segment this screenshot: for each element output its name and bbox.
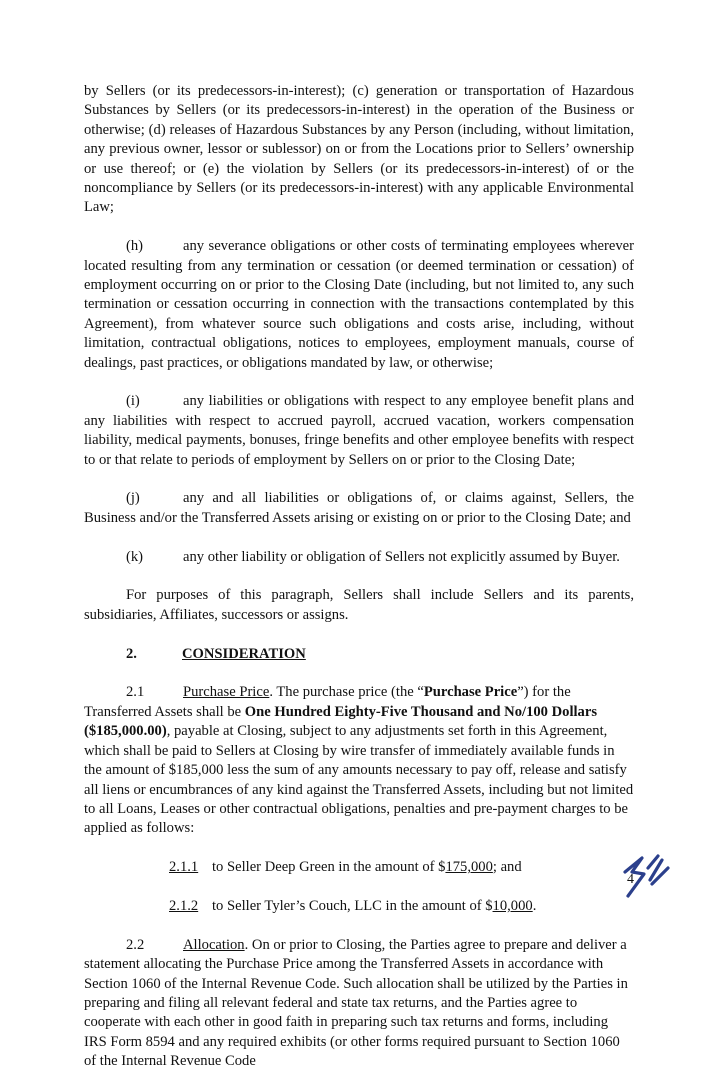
subitem-text: to Seller Deep Green in the amount of $ [212, 859, 446, 876]
section-title: CONSIDERATION [182, 645, 306, 662]
handwritten-initials [620, 850, 700, 910]
item-text: any liabilities or obligations with respect to any employee benefit plans and any liabilities with respect to accrued payroll, accrued vacation, workers compensation liability, medical payments, bonuses, fringe benefits and other employee benefits with respect to or that relate to periods of employment by Sellers on or prior to the Closing Date; [84, 393, 634, 468]
initials-stroke [648, 856, 668, 884]
section-number: 2. [126, 645, 137, 662]
section-2-1-text: , payable at Closing, subject to any adjustments set forth in this Agreement, which shall be paid to Sellers at Closing by wire transfer of immediately available funds in the amount of $185,000 less the sum of any amounts necessary to pay off, release and satisfy all liens or encumbrances of any kind against the Transferred Assets, including but not limited to all Loans, Leases or other contractual obligations, penalties and pre-payment charges to be applied as follows: [84, 723, 634, 837]
item-text: any other liability or obligation of Sellers not explicitly assumed by Buyer. [183, 548, 620, 565]
section-2-1-text: ”) for the Transferred Assets shall be [84, 684, 571, 720]
item-label: (h) [126, 238, 144, 255]
section-2-1-heading: Purchase Price [183, 684, 270, 701]
subitem-text: ; and [492, 859, 522, 876]
paragraph-environmental-continuation: by Sellers (or its predecessors-in-interest); (c) generation or transportation of Hazardous Substances by Sellers (or its predecessors-in-interest) in the operation of the Business or otherwise; (d) releases of Hazardous Substances by any Person (including, without limitation, any previous owner, lessor or sublessor) on or from the Locations prior to Sellers’ ownership or use thereof; or (e) the violation by Sellers (or its predecessors-in-interest) of or the noncompliance by Sellers (or its predecessors-in-interest) with any applicable Environmental Law; [84, 83, 634, 216]
page-number: 4 [627, 872, 634, 887]
subitem-text: . [532, 897, 537, 914]
section-heading [84, 645, 634, 664]
subitem-label: 2.1.1 [169, 859, 199, 876]
subitem-label: 2.1.2 [169, 897, 199, 914]
initials-stroke [625, 858, 644, 896]
section-2-2 [84, 936, 634, 1072]
subitem-text: to Seller Tyler’s Couch, LLC in the amount of $ [212, 897, 493, 914]
subitem-2-1-1 [84, 858, 634, 877]
item-h [84, 237, 634, 373]
subitem-amount: 175,000 [445, 859, 493, 876]
item-label: (i) [126, 393, 140, 410]
item-j [84, 489, 634, 528]
item-label: (k) [126, 548, 144, 565]
section-2-2-heading: Allocation [183, 936, 245, 953]
section-2-1-text: . The purchase price (the “ [269, 684, 424, 701]
item-text: any severance obligations or other costs of terminating employees wherever located resulting from any termination or cessation (or deemed termination or cessation) of employment occurring on or prior to the Closing Date (including, but not limited to, any such termination or cessation occurring in connection with the transactions contemplated by this Agreement), from whatever source such obligations and costs arise, including, without limitation, contractual obligations, notices to employees, employment manuals, course of dealings, past practices, or obligations mandated by law, or otherwise; [84, 238, 634, 371]
paragraph-purposes: For purposes of this paragraph, Sellers shall include Sellers and its parents, subsidiaries, Affiliates, successors or assigns. [84, 587, 634, 623]
item-text: any and all liabilities or obligations of, or claims against, Sellers, the Business and/or the Transferred Assets arising or existing on or prior to the Closing Date; and [84, 490, 634, 526]
document-page [84, 82, 634, 1072]
item-label: (j) [126, 490, 140, 507]
section-2-2-text: . On or prior to Closing, the Parties agree to prepare and deliver a statement allocating the Purchase Price among the Transferred Assets in accordance with Section 1060 of the Internal Revenue Code. Such allocation shall be utilized by the Parties in preparing and filing all relevant federal and state tax returns, and the Parties agree to cooperate with each other in good faith in preparing such tax returns and forms, including IRS Form 8594 and any required exhibits (or other forms required pursuant to Section 1060 of the Internal Revenue Code [84, 936, 628, 1070]
purchase-price-amount: One Hundred Eighty-Five Thousand and No/100 Dollars ($185,000.00) [84, 703, 598, 740]
subitem-amount: 10,000 [492, 897, 533, 914]
section-2-1-number: 2.1 [126, 684, 145, 701]
item-i [84, 392, 634, 470]
defined-term-purchase-price: Purchase Price [423, 684, 518, 701]
section-2-2-number: 2.2 [126, 936, 145, 953]
item-k [84, 548, 634, 567]
subitem-2-1-2 [84, 897, 634, 916]
section-2-1 [84, 683, 634, 838]
